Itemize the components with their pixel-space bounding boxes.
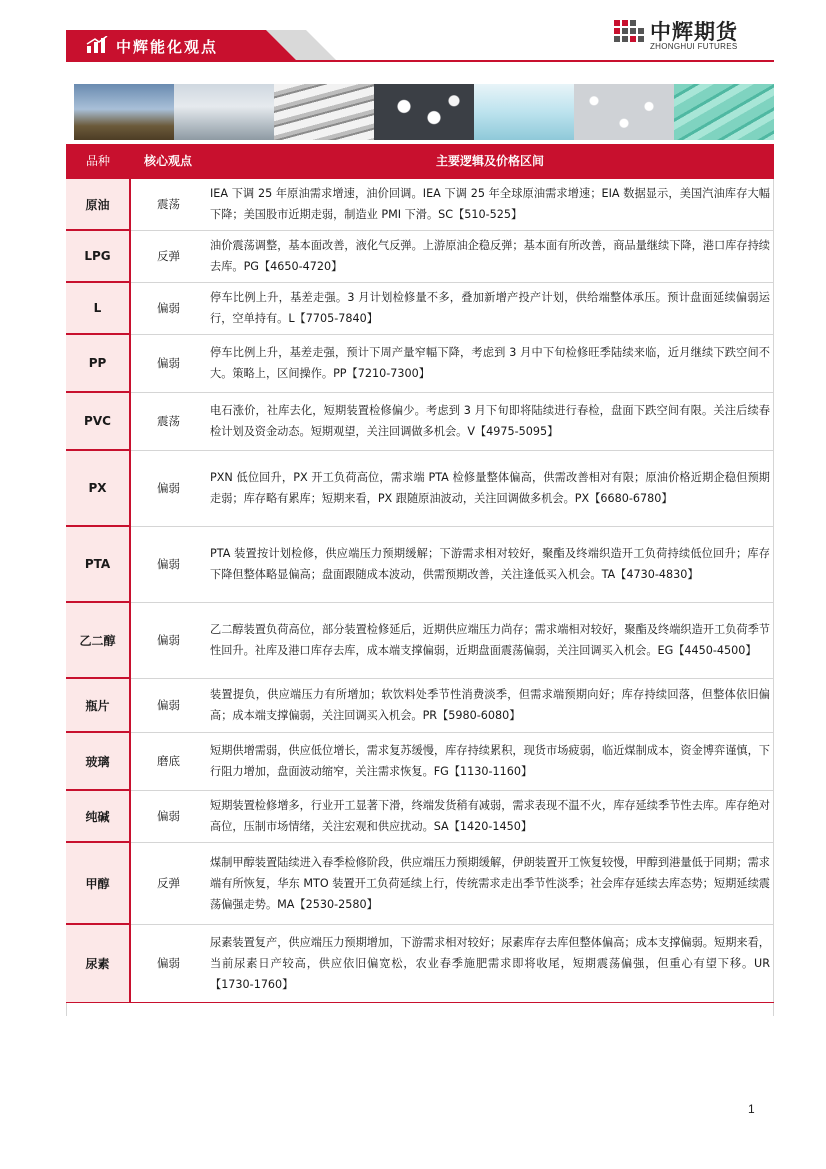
product-name: 原油 bbox=[66, 178, 130, 230]
logic-text: IEA 下调 25 年原油需求增速，油价回调。IEA 下调 25 年全球原油需求增速；EIA 数据显示，美国汽油库存大幅下降；美国股市近期走弱，制造业 PMI 下滑。SC【510-525】 bbox=[206, 178, 774, 230]
table-row bbox=[66, 678, 774, 732]
core-view: 震荡 bbox=[130, 178, 206, 230]
product-name: LPG bbox=[66, 230, 130, 282]
product-name: PX bbox=[66, 450, 130, 526]
chemical-bottle-image bbox=[474, 84, 574, 140]
product-name: PTA bbox=[66, 526, 130, 602]
logic-text: 尿素装置复产，供应端压力预期增加，下游需求相对较好；尿素库存去库但整体偏高；成本支撑偏弱。短期来看，当前尿素日产较高，供应依旧偏宽松，农业春季施肥需求即将收尾，短期震荡偏强，但重心有望下移。UR【1730-1760】 bbox=[206, 924, 774, 1002]
table-header-row bbox=[66, 144, 774, 178]
product-image-strip bbox=[74, 84, 774, 140]
core-view: 偏弱 bbox=[130, 450, 206, 526]
plastic-pellets-image bbox=[374, 84, 474, 140]
core-view: 偏弱 bbox=[130, 526, 206, 602]
core-view: 偏弱 bbox=[130, 334, 206, 392]
table-row bbox=[66, 282, 774, 334]
core-view: 反弹 bbox=[130, 230, 206, 282]
logic-text: 停车比例上升，基差走强。3 月计划检修量不多，叠加新增产投产计划，供给端整体承压。预计盘面延续偏弱运行，空单持有。L【7705-7840】 bbox=[206, 282, 774, 334]
header-rule bbox=[66, 60, 774, 62]
logic-text: 乙二醇装置负荷高位，部分装置检修延后，近期供应端压力尚存；需求端相对较好，聚酯及终端织造开工负荷季节性回升。社库及港口库存去库，成本端支撑偏弱，近期盘面震荡偏弱，关注回调买入机会。EG【4450-4500】 bbox=[206, 602, 774, 678]
logic-text: PXN 低位回升，PX 开工负荷高位，需求端 PTA 检修量整体偏高，供需改善相对有限；原油价格近期企稳但预期走弱；库存略有累库；短期来看，PX 跟随原油波动，关注回调做多机会。PX【6680-6780】 bbox=[206, 450, 774, 526]
logic-text: PTA 装置按计划检修，供应端压力预期缓解；下游需求相对较好，聚酯及终端织造开工负荷持续低位回升；库存下降但整体略显偏高；盘面跟随成本波动，供需预期改善，关注逢低买入机会。TA【4730-4830】 bbox=[206, 526, 774, 602]
header-title: 中辉能化观点 bbox=[116, 38, 219, 56]
bar-chart-icon bbox=[86, 36, 108, 54]
core-view: 磨底 bbox=[130, 732, 206, 790]
logic-text: 电石涨价，社库去化，短期装置检修偏少。考虑到 3 月下旬即将陆续进行春检，盘面下跌空间有限。关注后续春检计划及资金动态。短期观望，关注回调做多机会。V【4975-5095】 bbox=[206, 392, 774, 450]
core-view: 偏弱 bbox=[130, 678, 206, 732]
product-name: PVC bbox=[66, 392, 130, 450]
page-number: 1 bbox=[748, 1102, 755, 1116]
product-name: PP bbox=[66, 334, 130, 392]
table-row bbox=[66, 230, 774, 282]
core-view: 偏弱 bbox=[130, 790, 206, 842]
logic-text: 停车比例上升，基差走强，预计下周产量窄幅下降，考虑到 3 月中下旬检修旺季陆续来临，近月继续下跌空间不大。策略上，区间操作。PP【7210-7300】 bbox=[206, 334, 774, 392]
table-row bbox=[66, 732, 774, 790]
table-row bbox=[66, 602, 774, 678]
product-name: 乙二醇 bbox=[66, 602, 130, 678]
table-row bbox=[66, 178, 774, 230]
oil-pumpjack-image bbox=[74, 84, 174, 140]
table-row bbox=[66, 526, 774, 602]
product-name: 纯碱 bbox=[66, 790, 130, 842]
pipes-image bbox=[274, 84, 374, 140]
core-view: 偏弱 bbox=[130, 282, 206, 334]
product-name: 玻璃 bbox=[66, 732, 130, 790]
logic-text: 短期装置检修增多，行业开工显著下滑，终端发货稍有减弱，需求表现不温不火，库存延续季节性去库。库存绝对高位，压制市场情绪，关注宏观和供应扰动。SA【1420-1450】 bbox=[206, 790, 774, 842]
company-logo-en: ZHONGHUI FUTURES bbox=[650, 42, 738, 51]
product-name: L bbox=[66, 282, 130, 334]
core-view: 偏弱 bbox=[130, 924, 206, 1002]
white-granules-image bbox=[574, 84, 674, 140]
company-logo-cn: 中辉期货 bbox=[650, 20, 738, 44]
column-header-view: 核心观点 bbox=[130, 144, 206, 178]
table-row bbox=[66, 842, 774, 924]
core-view: 反弹 bbox=[130, 842, 206, 924]
table-row bbox=[66, 450, 774, 526]
logic-text: 油价震荡调整，基本面改善，液化气反弹。上游原油企稳反弹；基本面有所改善，商品量继续下降，港口库存持续去库。PG【4650-4720】 bbox=[206, 230, 774, 282]
logic-text: 短期供增需弱，供应低位增长，需求复苏缓慢，库存持续累积，现货市场疲弱，临近煤制成本，资金博弈谨慎，下行阻力增加，盘面波动缩窄，关注需求恢复。FG【1130-1160】 bbox=[206, 732, 774, 790]
product-name: 甲醇 bbox=[66, 842, 130, 924]
table-row bbox=[66, 334, 774, 392]
product-name: 瓶片 bbox=[66, 678, 130, 732]
glass-sheets-image bbox=[674, 84, 774, 140]
lpg-tank-image bbox=[174, 84, 274, 140]
core-view: 震荡 bbox=[130, 392, 206, 450]
viewpoint-table bbox=[66, 144, 774, 1003]
logic-text: 装置提负，供应端压力有所增加；软饮料处季节性消费淡季，但需求端预期向好；库存持续回落，但整体依旧偏高；成本端支撑偏弱，关注回调买入机会。PR【5980-6080】 bbox=[206, 678, 774, 732]
product-name: 尿素 bbox=[66, 924, 130, 1002]
core-view: 偏弱 bbox=[130, 602, 206, 678]
table-row bbox=[66, 790, 774, 842]
logic-text: 煤制甲醇装置陆续进入春季检修阶段，供应端压力预期缓解，伊朗装置开工恢复较慢，甲醇到港量低于同期；需求端有所恢复，华东 MTO 装置开工负荷延续上行，传统需求走出季节性淡季；社会库存延续去库态势；短期延续震荡偏强走势。MA【2530-2580】 bbox=[206, 842, 774, 924]
table-row bbox=[66, 924, 774, 1002]
column-header-logic: 主要逻辑及价格区间 bbox=[206, 144, 774, 178]
column-header-product: 品种 bbox=[66, 144, 130, 178]
table-row bbox=[66, 392, 774, 450]
company-logo-icon bbox=[614, 20, 644, 46]
